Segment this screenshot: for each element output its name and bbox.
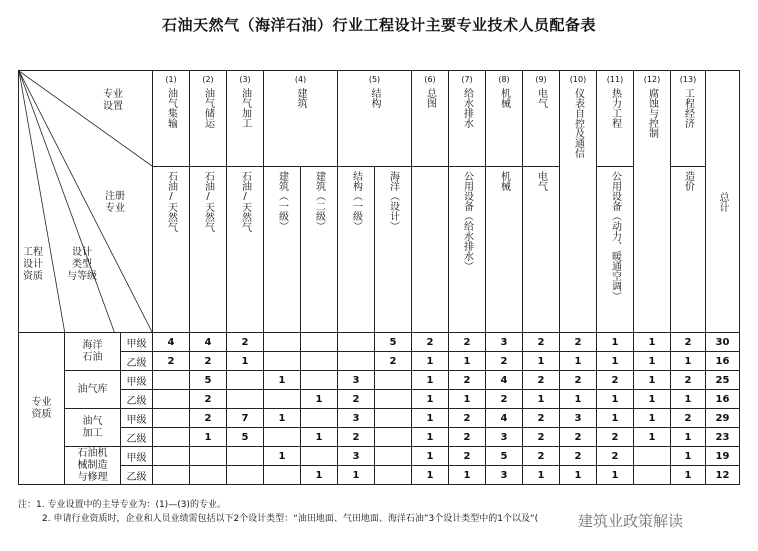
value-cell <box>634 466 671 485</box>
table-notes <box>18 498 538 526</box>
value-cell <box>375 466 412 485</box>
value-cell: 3 <box>486 333 523 352</box>
registered-header: 石油/天然气 <box>153 167 190 333</box>
value-cell <box>634 447 671 466</box>
value-cell <box>301 371 338 390</box>
value-cell: 2 <box>449 409 486 428</box>
value-cell: 1 <box>264 371 301 390</box>
value-cell: 1 <box>412 409 449 428</box>
value-cell <box>227 371 264 390</box>
value-cell: 3 <box>338 371 375 390</box>
total-cell: 12 <box>706 466 740 485</box>
value-cell <box>153 409 190 428</box>
value-cell: 1 <box>190 428 227 447</box>
value-cell <box>264 466 301 485</box>
category-cell: 石油机 械制造 与修理 <box>65 447 121 485</box>
value-cell: 5 <box>227 428 264 447</box>
value-cell: 1 <box>560 352 597 371</box>
value-cell <box>375 409 412 428</box>
value-cell: 2 <box>190 409 227 428</box>
value-cell: 2 <box>190 390 227 409</box>
value-cell: 3 <box>338 447 375 466</box>
value-cell <box>153 371 190 390</box>
value-cell: 1 <box>634 390 671 409</box>
note-line: 注：1. 专业设置中的主导专业为：(1)—(3)的专业。 <box>18 500 226 510</box>
registered-header: 石油/天然气 <box>227 167 264 333</box>
value-cell <box>153 428 190 447</box>
value-cell <box>227 390 264 409</box>
value-cell: 2 <box>597 447 634 466</box>
setup-header: (3) 油气加工 <box>227 71 264 167</box>
value-cell: 2 <box>449 428 486 447</box>
value-cell: 2 <box>597 371 634 390</box>
value-cell: 1 <box>523 390 560 409</box>
registered-header: 石油/天然气 <box>190 167 227 333</box>
value-cell <box>375 371 412 390</box>
setup-header: (6) 总图 <box>412 71 449 167</box>
value-cell: 2 <box>671 371 706 390</box>
category-cell: 海洋 石油 <box>65 333 121 371</box>
value-cell: 1 <box>671 352 706 371</box>
registered-header <box>412 167 449 333</box>
grade-cell: 乙级 <box>121 428 153 447</box>
corner-label-professional-setup: 专业 设置 <box>103 89 123 112</box>
value-cell: 2 <box>523 447 560 466</box>
value-cell: 1 <box>523 466 560 485</box>
table-corner <box>19 71 153 333</box>
value-cell: 2 <box>190 352 227 371</box>
value-cell: 1 <box>671 390 706 409</box>
value-cell: 1 <box>597 466 634 485</box>
watermark-text: 建筑业政策解读 <box>578 512 684 530</box>
value-cell: 2 <box>153 352 190 371</box>
qualification-cell: 专业 资质 <box>19 333 65 485</box>
value-cell: 4 <box>486 409 523 428</box>
value-cell <box>338 333 375 352</box>
table-row <box>19 371 740 390</box>
value-cell <box>264 352 301 371</box>
value-cell: 1 <box>597 409 634 428</box>
value-cell <box>190 447 227 466</box>
total-cell: 25 <box>706 371 740 390</box>
value-cell <box>264 333 301 352</box>
value-cell: 1 <box>634 409 671 428</box>
corner-label-qualification: 工程 设计 资质 <box>23 247 43 282</box>
registered-header: 结构（一级） <box>338 167 375 333</box>
value-cell: 4 <box>190 333 227 352</box>
value-cell: 2 <box>597 428 634 447</box>
value-cell: 3 <box>486 428 523 447</box>
value-cell: 3 <box>486 466 523 485</box>
table-row <box>19 447 740 466</box>
value-cell: 1 <box>560 390 597 409</box>
table-row <box>19 428 740 447</box>
grade-cell: 乙级 <box>121 466 153 485</box>
total-header: 总计 <box>706 71 740 333</box>
setup-header: (10) 仪表自控及通信 <box>560 71 597 333</box>
value-cell: 7 <box>227 409 264 428</box>
value-cell <box>301 333 338 352</box>
value-cell: 2 <box>375 352 412 371</box>
total-cell: 23 <box>706 428 740 447</box>
value-cell: 2 <box>523 333 560 352</box>
value-cell: 1 <box>412 390 449 409</box>
value-cell <box>338 352 375 371</box>
table-row <box>19 409 740 428</box>
value-cell: 5 <box>375 333 412 352</box>
corner-label-design-type: 设计 类型 与等级 <box>67 247 97 282</box>
value-cell: 2 <box>412 333 449 352</box>
staffing-table <box>18 70 740 485</box>
value-cell: 1 <box>412 428 449 447</box>
value-cell: 1 <box>301 466 338 485</box>
value-cell: 2 <box>560 447 597 466</box>
registered-header: 建筑（一级） <box>264 167 301 333</box>
grade-cell: 甲级 <box>121 447 153 466</box>
value-cell: 1 <box>412 352 449 371</box>
value-cell: 1 <box>264 447 301 466</box>
value-cell <box>190 466 227 485</box>
total-cell: 30 <box>706 333 740 352</box>
value-cell: 1 <box>634 428 671 447</box>
registered-header: 公用设备（动力、暖通空调） <box>597 167 634 333</box>
value-cell <box>153 447 190 466</box>
setup-header: (7) 给水排水 <box>449 71 486 167</box>
value-cell: 1 <box>597 352 634 371</box>
value-cell: 2 <box>486 352 523 371</box>
page-title: 石油天然气（海洋石油）行业工程设计主要专业技术人员配备表 <box>161 16 596 34</box>
value-cell: 1 <box>412 371 449 390</box>
registered-header: 造价 <box>671 167 706 333</box>
grade-cell: 乙级 <box>121 390 153 409</box>
value-cell: 1 <box>449 466 486 485</box>
table-row <box>19 466 740 485</box>
value-cell: 2 <box>449 371 486 390</box>
value-cell: 1 <box>560 466 597 485</box>
value-cell <box>301 352 338 371</box>
registered-header: 电气 <box>523 167 560 333</box>
registered-header: 建筑（二级） <box>301 167 338 333</box>
value-cell <box>264 428 301 447</box>
category-cell: 油气 加工 <box>65 409 121 447</box>
value-cell: 1 <box>449 390 486 409</box>
value-cell: 2 <box>449 447 486 466</box>
value-cell: 1 <box>227 352 264 371</box>
setup-header: (1) 油气集输 <box>153 71 190 167</box>
setup-header: (13) 工程经济 <box>671 71 706 167</box>
value-cell: 1 <box>412 466 449 485</box>
corner-label-registered-profession: 注册 专业 <box>105 191 125 214</box>
value-cell <box>227 466 264 485</box>
value-cell: 1 <box>671 447 706 466</box>
value-cell: 1 <box>634 333 671 352</box>
value-cell: 2 <box>338 390 375 409</box>
value-cell: 2 <box>671 333 706 352</box>
value-cell: 1 <box>634 371 671 390</box>
value-cell <box>375 390 412 409</box>
value-cell: 1 <box>671 428 706 447</box>
value-cell: 2 <box>523 371 560 390</box>
value-cell: 1 <box>301 390 338 409</box>
value-cell <box>301 447 338 466</box>
registered-header: 海洋（设计） <box>375 167 412 333</box>
value-cell: 1 <box>523 352 560 371</box>
value-cell: 1 <box>301 428 338 447</box>
value-cell: 4 <box>153 333 190 352</box>
setup-header: (11) 热力工程 <box>597 71 634 167</box>
category-cell: 油气库 <box>65 371 121 409</box>
value-cell <box>264 390 301 409</box>
total-cell: 19 <box>706 447 740 466</box>
value-cell <box>375 447 412 466</box>
value-cell: 3 <box>338 409 375 428</box>
grade-cell: 甲级 <box>121 371 153 390</box>
grade-cell: 甲级 <box>121 409 153 428</box>
grade-cell: 乙级 <box>121 352 153 371</box>
setup-header: (5) 结构 <box>338 71 412 167</box>
setup-header: (2) 油气储运 <box>190 71 227 167</box>
value-cell: 5 <box>486 447 523 466</box>
setup-header: (9) 电气 <box>523 71 560 167</box>
total-cell: 16 <box>706 390 740 409</box>
table-row <box>19 333 740 352</box>
grade-cell: 甲级 <box>121 333 153 352</box>
value-cell: 3 <box>560 409 597 428</box>
value-cell: 2 <box>338 428 375 447</box>
value-cell: 2 <box>560 371 597 390</box>
note-line: 2. 申请行业资质时，企业和人员业绩需包括以下2个设计类型：“油田地面、气田地面、海洋石油”3个设计类型中的1个以及“( <box>42 514 539 524</box>
value-cell: 2 <box>560 333 597 352</box>
setup-header: (12) 腐蚀与控制 <box>634 71 671 333</box>
value-cell: 1 <box>671 466 706 485</box>
value-cell <box>301 409 338 428</box>
value-cell: 1 <box>597 333 634 352</box>
value-cell: 1 <box>597 390 634 409</box>
table-row <box>19 390 740 409</box>
table-row <box>19 352 740 371</box>
value-cell: 4 <box>486 371 523 390</box>
value-cell: 2 <box>486 390 523 409</box>
registered-header: 机械 <box>486 167 523 333</box>
value-cell <box>153 466 190 485</box>
registered-header: 公用设备（给水排水） <box>449 167 486 333</box>
value-cell: 2 <box>671 409 706 428</box>
value-cell: 2 <box>449 333 486 352</box>
value-cell: 2 <box>560 428 597 447</box>
value-cell: 2 <box>227 333 264 352</box>
value-cell: 5 <box>190 371 227 390</box>
setup-header: (4) 建筑 <box>264 71 338 167</box>
value-cell <box>375 428 412 447</box>
value-cell <box>153 390 190 409</box>
total-cell: 16 <box>706 352 740 371</box>
value-cell: 1 <box>449 352 486 371</box>
value-cell: 2 <box>523 428 560 447</box>
value-cell: 1 <box>412 447 449 466</box>
value-cell: 2 <box>523 409 560 428</box>
value-cell: 1 <box>338 466 375 485</box>
value-cell <box>227 447 264 466</box>
value-cell: 1 <box>634 352 671 371</box>
value-cell: 1 <box>264 409 301 428</box>
total-cell: 29 <box>706 409 740 428</box>
setup-header: (8) 机械 <box>486 71 523 167</box>
